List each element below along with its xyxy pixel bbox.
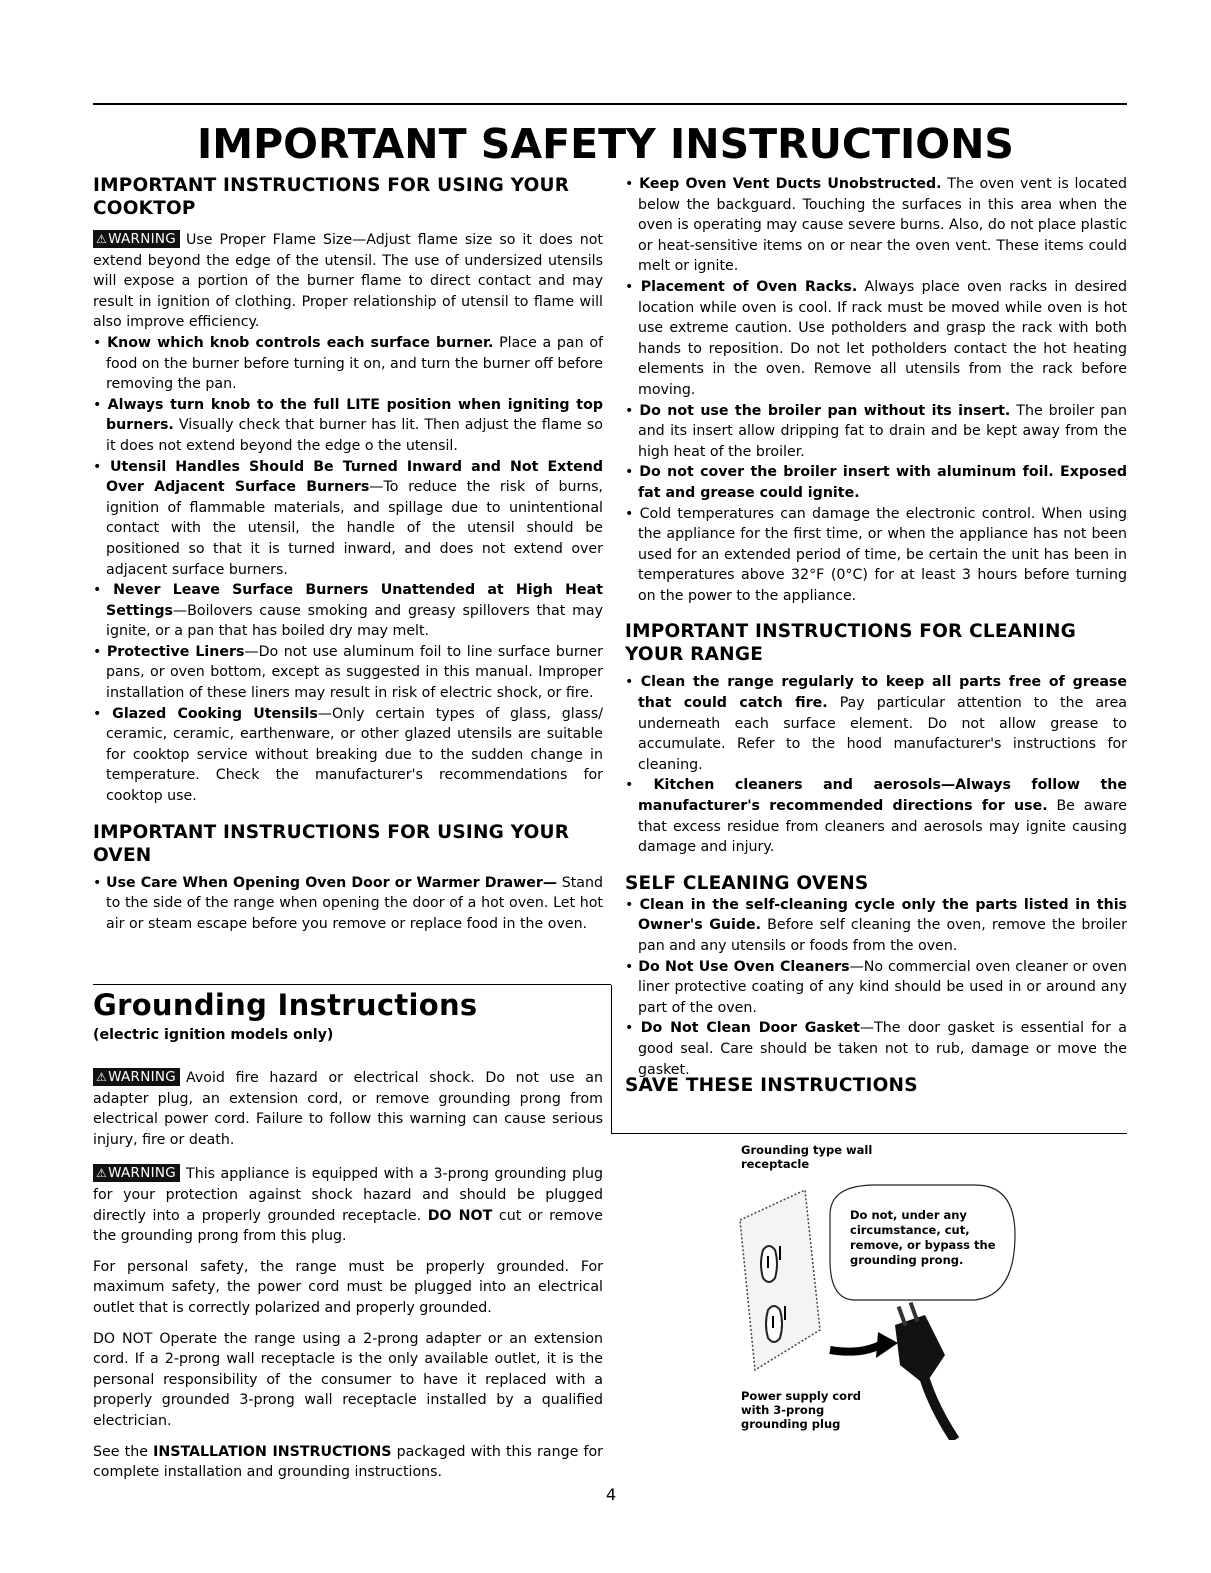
page-title: IMPORTANT SAFETY INSTRUCTIONS — [197, 120, 1014, 168]
cleaning-list — [625, 672, 1127, 857]
grounding-warning-1: ⚠WARNING Avoid fire hazard or electrical shock. Do not use an adapter plug, an extension cord, or remove grounding prong from electrical power cord. Failure to follow this warning can cause serious injury, fire or death. — [93, 1069, 603, 1148]
bullet-bold-text: Protective Liners — [106, 643, 245, 660]
bullet-item — [625, 775, 1127, 857]
bullet-icon: • — [93, 643, 107, 660]
warning-badge: ⚠WARNING — [93, 1068, 180, 1086]
bullet-icon: • — [93, 396, 108, 413]
bullet-text: Be aware that excess residue from cleaners and aerosols may ignite causing damage and injury. — [638, 798, 1127, 856]
cord-label: Power supply cord with 3-prong grounding plug — [741, 1389, 861, 1431]
bullet-icon: • — [625, 896, 640, 913]
oven-list-right — [625, 174, 1127, 606]
bullet-text: The broiler pan and its insert allow dripping fat to drain and be kept away from the high heat of the broiler. — [638, 402, 1128, 460]
self-clean-list — [625, 895, 1127, 1080]
warning-badge: ⚠WARNING — [93, 1164, 180, 1182]
bullet-icon: • — [93, 458, 110, 475]
grounding-subtitle: (electric ignition models only) — [93, 1027, 334, 1043]
bullet-text: —To reduce the risk of burns, ignition of flammable materials, and spillage due to unintentional contact with the utensil, the handle of the utensil should be positioned so that it is turned inward, and does not extend over adjacent surface burners. — [106, 479, 603, 578]
bullet-icon: • — [625, 505, 640, 522]
bullet-bold-text: Do Not Use Oven Cleaners — [638, 958, 850, 975]
receptacle-label: Grounding type wall receptacle — [741, 1143, 873, 1171]
cleaning-heading: IMPORTANT INSTRUCTIONS FOR CLEANING YOUR RANGE — [625, 621, 1077, 666]
bullet-bold-text: Know which knob controls each surface burner. — [107, 334, 494, 351]
bullet-text: Cold temperatures can damage the electronic control. When using the appliance for the first time, or when the appliance has not been used for an extended period of time, be certain the unit has been in temperatures above 32°F (0°C) for at least 3 hours before turning on the power to the appliance. — [638, 505, 1127, 604]
bullet-bold-text: Glazed Cooking Utensils — [112, 705, 318, 722]
bullet-item — [625, 174, 1127, 277]
self-clean-heading: SELF CLEANING OVENS — [625, 872, 869, 894]
grounding-body — [93, 1068, 603, 1483]
save-instructions-heading: SAVE THESE INSTRUCTIONS — [625, 1075, 918, 1096]
bullet-bold-text: Always turn knob to the full LITE position when igniting top burners. — [106, 396, 603, 434]
bullet-item — [625, 957, 1127, 1019]
bullet-icon: • — [625, 958, 639, 975]
bullet-text: Visually check that burner has lit. Then adjust the flame so it does not extend beyond the edge o the utensil. — [106, 417, 603, 454]
bullet-icon: • — [625, 777, 654, 794]
bullet-icon: • — [93, 582, 114, 599]
curved-arrow-icon — [830, 1332, 898, 1358]
grounding-para-3: See the INSTALLATION INSTRUCTIONS packaged with this range for complete installation and grounding instructions. — [93, 1443, 603, 1481]
grounding-right-rule — [611, 985, 612, 1133]
oven-heading: IMPORTANT INSTRUCTIONS FOR USING YOUR OVEN — [93, 821, 570, 866]
bullet-item — [625, 1018, 1127, 1080]
bullet-text: The oven vent is located below the backguard. Touching the surfaces in this area when the oven is operating may cause severe burns. Also, do not place plastic or heat-sensitive items on or near the oven vent. These items could melt or ignite. — [638, 176, 1127, 275]
figure-top-rule — [611, 1133, 1127, 1134]
bullet-item — [625, 895, 1127, 957]
bullet-icon: • — [625, 1020, 641, 1037]
bullet-text: Before self cleaning the oven, remove the broiler pan and any utensils or foods from the oven. — [638, 917, 1127, 954]
bullet-item — [93, 395, 603, 457]
bullet-item — [93, 457, 603, 581]
bullet-icon: • — [625, 674, 641, 691]
bullet-item — [93, 580, 603, 642]
left-column — [93, 174, 603, 934]
bullet-text: —The door gasket is essential for a good seal. Care should be taken not to rub, damage or move the gasket. — [638, 1020, 1127, 1078]
bullet-item — [625, 401, 1127, 463]
bullet-bold-text: Do Not Clean Door Gasket — [640, 1020, 860, 1037]
bullet-bold-text: Clean the range regularly to keep all parts free of grease that could catch fire. — [638, 674, 1127, 712]
cooktop-warning: ⚠WARNING Use Proper Flame Size—Adjust flame size so it does not extend beyond the edge of the utensil. The use of undersized utensils will expose a portion of the burner flame to direct contact and may result in ignition of clothing. Proper relationship of utensil to flame will also improve efficiency. — [93, 231, 603, 331]
oven-list-left — [93, 873, 603, 935]
bullet-text: Pay particular attention to the area underneath each surface element. Do not allow grease to accumulate. Refer to the hood manufacturer's instructions for cleaning. — [638, 695, 1127, 773]
bullet-bold-text: Kitchen cleaners and aerosols—Always follow the manufacturer's recommended directions for use. — [638, 777, 1127, 815]
right-column — [625, 174, 1127, 1080]
bullet-bold-text: Use Care When Opening Oven Door or Warmer Drawer— — [106, 874, 558, 891]
wall-receptacle-icon — [740, 1190, 820, 1370]
grounding-para-1: For personal safety, the range must be properly grounded. For maximum safety, the power cord must be plugged into an electrical outlet that is correctly polarized and properly grounded. — [93, 1258, 603, 1316]
bullet-text: —Only certain types of glass, glass/ ceramic, ceramic, earthenware, or other glazed utensils are suitable for cooktop service without breaking due to the sudden change in temperature. Check the manufacturer's recommendations for cooktop use. — [106, 705, 603, 805]
bullet-icon: • — [625, 464, 640, 481]
bullet-text: —No commercial oven cleaner or oven liner protective coating of any kind should be used in or around any part of the oven. — [638, 958, 1127, 1016]
bullet-icon: • — [93, 334, 108, 351]
grounding-warning-2: ⚠WARNING This appliance is equipped with a 3-prong grounding plug for your protection against shock hazard and should be plugged directly into a properly grounded receptacle. DO NOT cut or remove the grounding prong from this plug. — [93, 1165, 603, 1245]
warning-triangle-icon: ⚠ — [96, 1070, 108, 1084]
bullet-icon: • — [93, 705, 113, 722]
bullet-icon: • — [625, 176, 640, 192]
cooktop-heading: IMPORTANT INSTRUCTIONS FOR USING YOUR COOKTOP — [93, 175, 570, 219]
bullet-item — [93, 642, 603, 704]
warning-badge: ⚠WARNING — [93, 230, 180, 248]
bullet-text: —Do not use aluminum foil to line surface burner pans, or oven bottom, except as suggested in this manual. Improper installation of these liners may result in risk of electric shock, or fire. — [106, 643, 603, 702]
bullet-item — [93, 704, 603, 807]
bullet-text: Stand to the side of the range when opening the door of a hot oven. Let hot air or steam escape before you remove or replace food in the oven. — [106, 874, 603, 932]
bullet-bold-text: Do not use the broiler pan without its insert. — [639, 402, 1011, 419]
bullet-item — [625, 504, 1127, 607]
top-rule — [93, 103, 1127, 105]
bullet-bold-text: Keep Oven Vent Ducts Unobstructed. — [639, 176, 942, 192]
bullet-text: —Boilovers cause smoking and greasy spillovers that may ignite, or a pan that has boiled dry may melt. — [106, 602, 603, 640]
bullet-text: Place a pan of food on the burner before turning it on, and turn the burner off before removing the pan. — [106, 334, 604, 393]
bullet-icon: • — [625, 278, 641, 295]
bullet-item — [93, 873, 603, 935]
bullet-item — [625, 462, 1127, 503]
bullet-icon: • — [625, 402, 640, 419]
bullet-bold-text: Placement of Oven Racks. — [640, 278, 858, 295]
bullet-item — [625, 277, 1127, 401]
bullet-item — [625, 672, 1127, 775]
warning-triangle-icon: ⚠ — [96, 232, 108, 246]
grounding-callout: Do not, under any circumstance, cut, remove, or bypass the grounding prong. — [850, 1208, 996, 1267]
bullet-item — [93, 333, 603, 395]
bullet-bold-text: Do not cover the broiler insert with aluminum foil. Exposed fat and grease could ignite. — [638, 464, 1127, 501]
grounding-top-rule — [93, 984, 611, 985]
bullet-icon: • — [93, 874, 107, 891]
three-prong-plug-icon — [895, 1302, 955, 1440]
bullet-text: Always place oven racks in desired location while oven is cool. If rack must be moved while oven is hot use extreme caution. Use potholders and grasp the rack with both hands to reposition. Do not let potholders contact the hot heating elements in the oven. Remove all utensils from the rack before moving. — [638, 278, 1127, 398]
page-number: 4 — [606, 1485, 617, 1504]
grounding-title: Grounding Instructions — [93, 988, 478, 1022]
bullet-bold-text: Clean in the self-cleaning cycle only the parts listed in this Owner's Guide. — [638, 896, 1127, 934]
grounding-para-2: DO NOT Operate the range using a 2-prong adapter or an extension cord. If a 2-prong wall receptacle is the only available outlet, it is the personal responsibility of the consumer to have it replaced with a properly grounded 3-prong wall receptacle installed by a qualified electrician. — [93, 1330, 603, 1429]
bullet-bold-text: Never Leave Surface Burners Unattended at High Heat Settings — [106, 582, 603, 619]
bullet-bold-text: Utensil Handles Should Be Turned Inward and Not Extend Over Adjacent Surface Burners — [106, 458, 603, 496]
warning-triangle-icon: ⚠ — [96, 1166, 108, 1181]
cooktop-list — [93, 333, 603, 807]
